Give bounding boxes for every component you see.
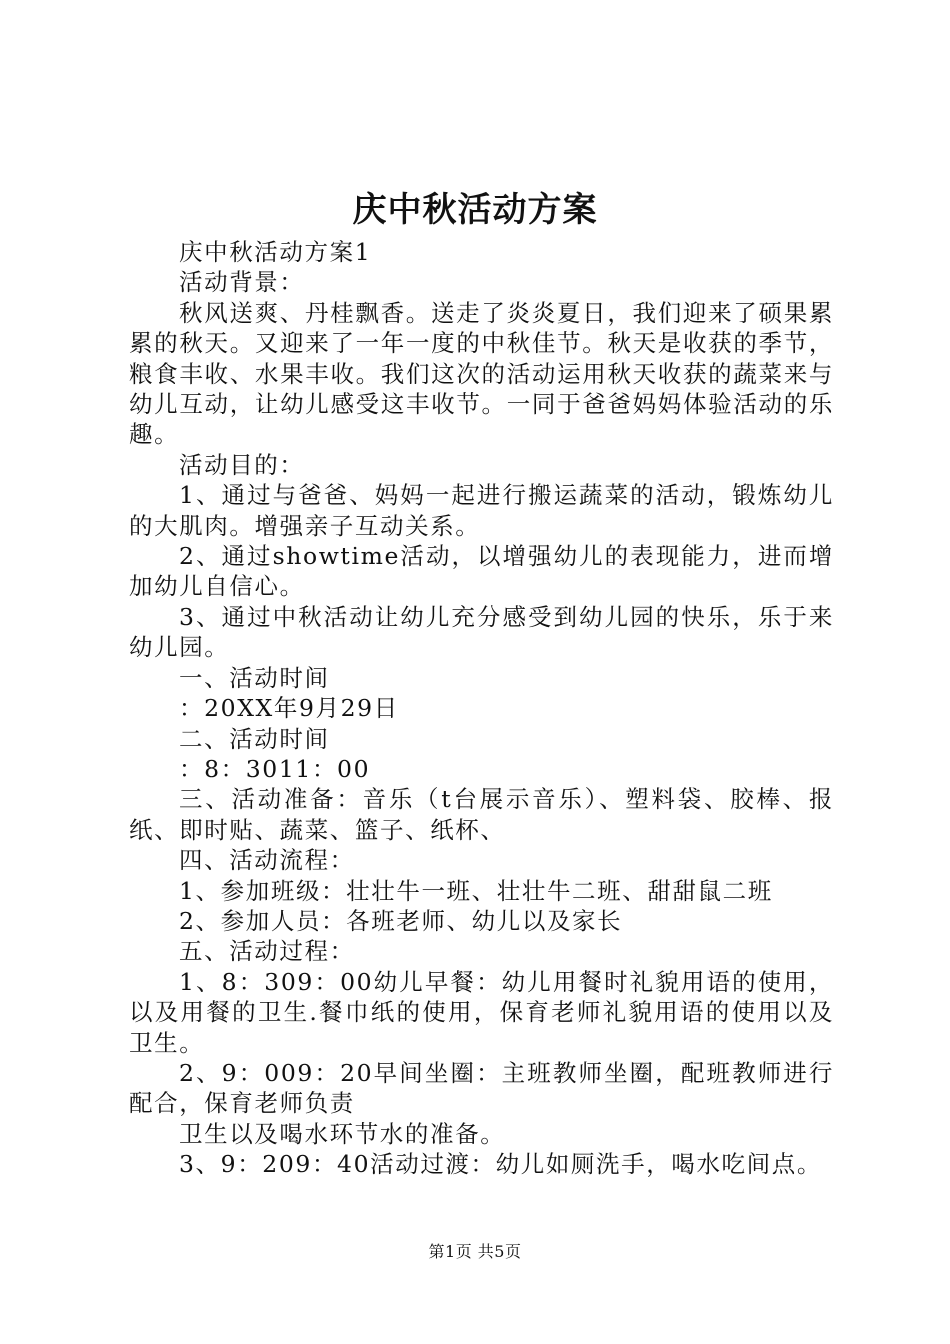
page-footer: 第1页 共5页 [428, 1242, 522, 1261]
paragraph: 四、活动流程： [179, 846, 355, 875]
paragraph: 五、活动过程： [179, 937, 355, 966]
paragraph: 3、通过中秋活动让幼儿充分感受到幼儿园的快乐，乐于来幼儿园。 [129, 602, 834, 662]
paragraph: 庆中秋活动方案1 [179, 238, 372, 266]
paragraph: 二、活动时间 [179, 724, 330, 753]
paragraph: ：8：3011：00 [179, 754, 371, 783]
paragraph: ：20XX年9月29日 [179, 694, 399, 723]
paragraph: 2、参加人员：各班老师、幼儿以及家长 [179, 906, 623, 935]
paragraph: 1、8：309：00幼儿早餐：幼儿用餐时礼貌用语的使用，以及用餐的卫生.餐巾纸的使用，保育老师礼貌用语的使用以及卫生。 [129, 967, 834, 1057]
paragraph: 1、通过与爸爸、妈妈一起进行搬运蔬菜的活动，锻炼幼儿的大肌肉。增强亲子互动关系。 [129, 481, 834, 540]
paragraph: 3、9：209：40活动过渡：幼儿如厕洗手，喝水吃间点。 [179, 1150, 822, 1179]
paragraph: 2、9：009：20早间坐圈：主班教师坐圈，配班教师进行配合，保育老师负责 [129, 1058, 834, 1118]
paragraph: 1、参加班级：壮壮牛一班、壮壮牛二班、甜甜鼠二班 [179, 876, 773, 905]
paragraph: 秋风送爽、丹桂飘香。送走了炎炎夏日，我们迎来了硕果累累的秋天。又迎来了一年一度的中秋佳节。秋天是收获的季节，粮食丰收、水果丰收。我们这次的活动运用秋天收获的蔬菜来与幼儿互动，让幼儿感受这丰收节。一同于爸爸妈妈体验活动的乐趣。 [129, 298, 834, 449]
document-title: 庆中秋活动方案 [352, 190, 598, 230]
paragraph: 活动背景： [179, 268, 305, 297]
paragraph: 三、活动准备：音乐（t台展示音乐）、塑料袋、胶棒、报纸、即时贴、蔬菜、篮子、纸杯、 [129, 785, 834, 844]
paragraph: 一、活动时间 [179, 663, 330, 692]
paragraph: 2、通过showtime活动，以增强幼儿的表现能力，进而增加幼儿自信心。 [129, 542, 834, 601]
document-body [129, 237, 834, 1180]
paragraph: 卫生以及喝水环节水的准备。 [179, 1119, 506, 1148]
paragraph: 活动目的： [179, 450, 305, 479]
